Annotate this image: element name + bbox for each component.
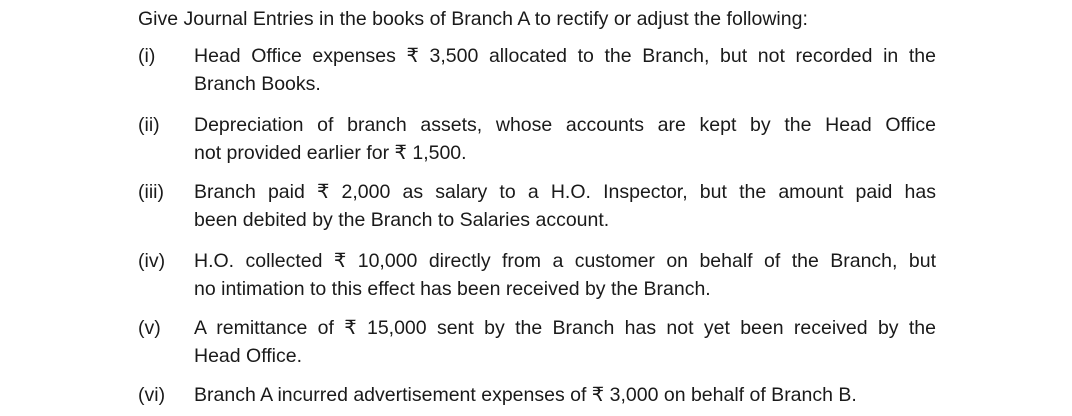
- item-text-line: H.O. collected ₹ 10,000 directly from a customer on behalf of the Branch, but: [194, 250, 936, 272]
- item-number: (iii): [138, 181, 164, 203]
- item-number: (vi): [138, 384, 166, 406]
- item-number: (v): [138, 317, 161, 339]
- item-text-line: not provided earlier for ₹ 1,500.: [194, 142, 467, 164]
- item-text-line: Branch A incurred advertisement expenses of ₹ 3,000 on behalf of Branch B.: [194, 384, 857, 406]
- item-text-line: been debited by the Branch to Salaries account.: [194, 209, 610, 231]
- item-text-line: Branch Books.: [194, 73, 321, 95]
- item-text: [194, 247, 936, 303]
- item-text-line: Head Office expenses ₹ 3,500 allocated to the Branch, but not recorded in the: [194, 45, 936, 67]
- question-heading: Give Journal Entries in the books of Branch A to rectify or adjust the following:: [138, 8, 808, 30]
- item-text: [194, 111, 936, 167]
- item-text: [194, 381, 936, 409]
- item-number: (ii): [138, 114, 160, 136]
- item-number: (i): [138, 45, 156, 67]
- item-number: (iv): [138, 250, 166, 272]
- item-text: [194, 178, 936, 234]
- item-text-line: no intimation to this effect has been received by the Branch.: [194, 278, 711, 300]
- item-text: [194, 314, 936, 370]
- item-text-line: Branch paid ₹ 2,000 as salary to a H.O. Inspector, but the amount paid has: [194, 181, 936, 203]
- item-text-line: Depreciation of branch assets, whose accounts are kept by the Head Office: [194, 114, 936, 136]
- item-text-line: Head Office.: [194, 345, 303, 367]
- item-text-line: A remittance of ₹ 15,000 sent by the Branch has not yet been received by the: [194, 317, 936, 339]
- item-text: [194, 42, 936, 98]
